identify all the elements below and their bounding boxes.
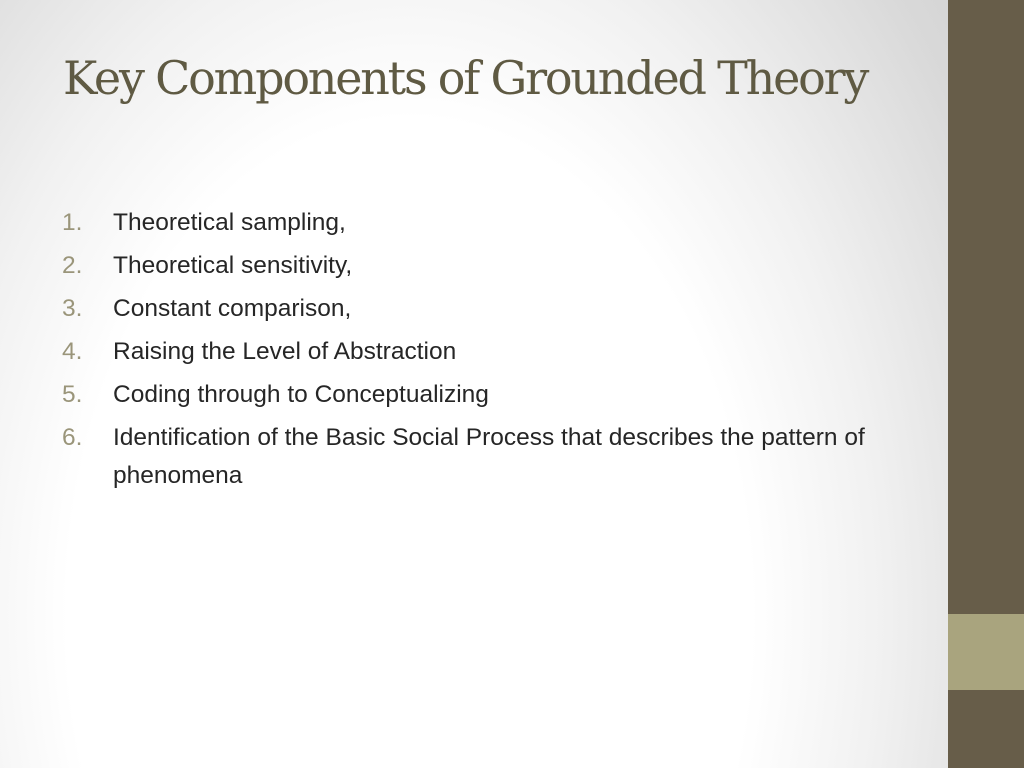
list-item-number: 4.: [62, 338, 83, 365]
list-item-number: 1.: [62, 209, 83, 236]
list-item-number: 5.: [62, 381, 83, 408]
list-item-number: 3.: [62, 295, 83, 322]
list-item: [62, 333, 882, 371]
list-item-text: Constant comparison,: [113, 295, 352, 322]
list-item-text: Theoretical sensitivity,: [113, 252, 353, 279]
list-item-text: Theoretical sampling,: [113, 209, 346, 236]
list-item-text: Raising the Level of Abstraction: [113, 338, 457, 365]
components-list: [62, 204, 882, 500]
list-item: [62, 247, 882, 285]
list-item-number: 6.: [62, 424, 83, 451]
list-item-text: Coding through to Conceptualizing: [113, 381, 489, 408]
list-item-number: 2.: [62, 252, 83, 279]
side-accent-block: [948, 614, 1024, 690]
list-item-text: Identification of the Basic Social Process that describes the pattern of phenomena: [113, 424, 865, 489]
list-item: [62, 204, 882, 242]
slide-title: Key Components of Grounded Theory: [63, 51, 868, 105]
list-item: [62, 419, 882, 495]
list-item: [62, 290, 882, 328]
list-item: [62, 376, 882, 414]
